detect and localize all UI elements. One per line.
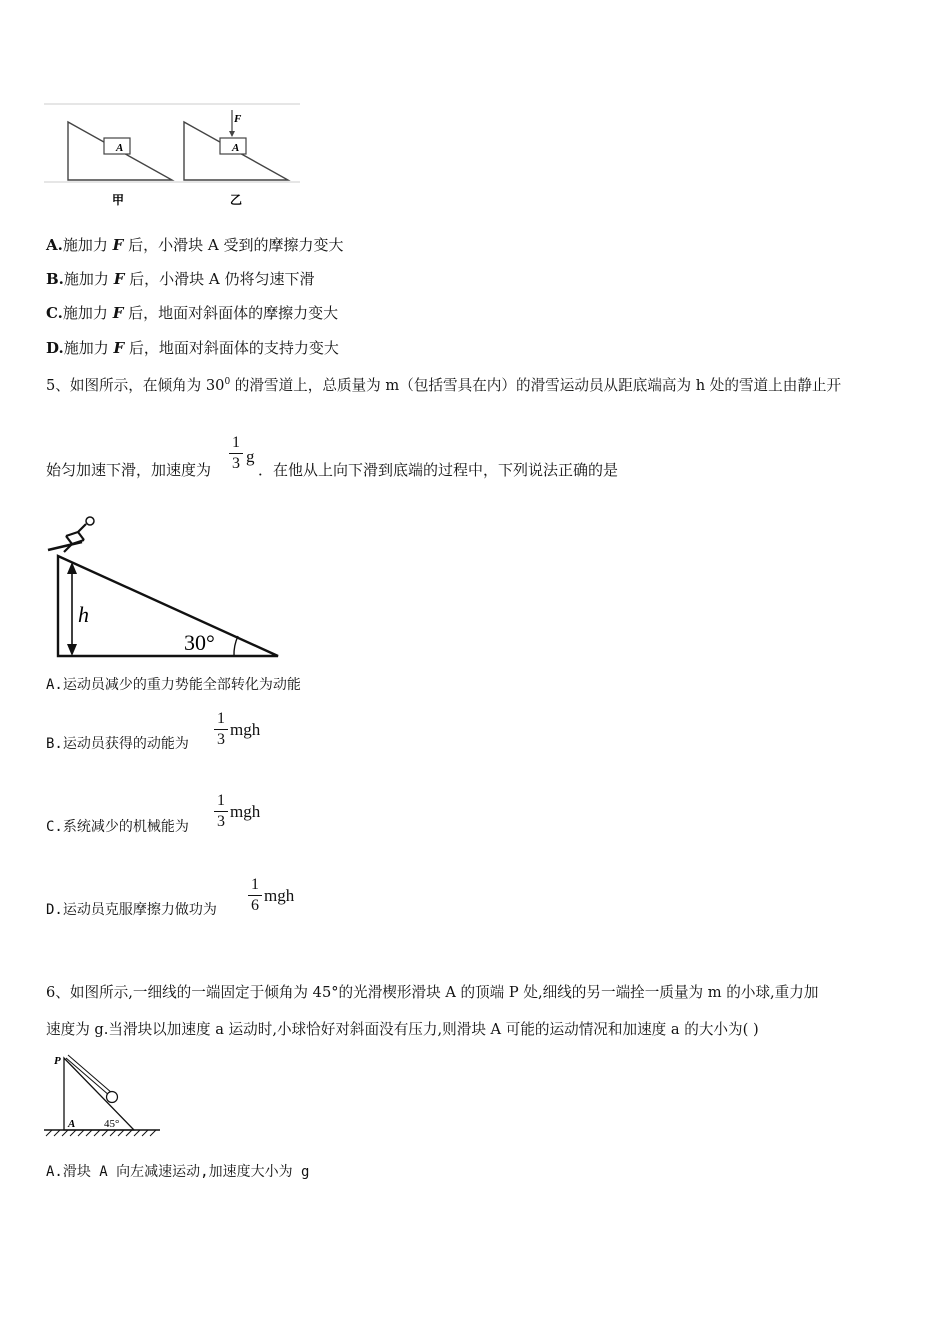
- q5-line1: 5、如图所示，在倾角为 $30^0$ 的滑雪道上，总质量为 m（包括雪具在内）的滑雪运动员从距底端高为 h 处的雪道上由静止开: [46, 376, 842, 394]
- angle-arc: [234, 636, 238, 656]
- q5-option-b-fraction: 1 3: [214, 710, 228, 749]
- q5-option-b: B.运动员获得的动能为: [46, 736, 189, 752]
- block-right-label: A: [232, 142, 240, 154]
- q5-option-d-fraction: 1 6: [248, 876, 262, 915]
- q5-option-d: D.运动员克服摩擦力做功为: [46, 902, 217, 918]
- q4-figure: [44, 100, 304, 210]
- a-label: A: [68, 1118, 76, 1130]
- q5-option-c: C.系统减少的机械能为: [46, 819, 189, 835]
- q6-figure: [44, 1050, 162, 1140]
- q4-option-d: D.施加力 F 后，地面对斜面体的支持力变大: [46, 339, 339, 357]
- skier-icon: [48, 517, 94, 552]
- label-yi: 乙: [230, 193, 243, 207]
- q6-option-a: A.滑块 A 向左减速运动,加速度大小为 g: [46, 1164, 310, 1180]
- q5-accel-unit: g: [246, 447, 255, 466]
- ball: [107, 1092, 118, 1103]
- height-label: h: [78, 602, 89, 627]
- q5-option-a: A.运动员减少的重力势能全部转化为动能: [46, 677, 301, 693]
- q6-line2: 速度为 g.当滑块以加速度 a 运动时,小球恰好对斜面没有压力,则滑块 A 可能的运动情况和加速度 a 的大小为( ): [46, 1021, 759, 1038]
- q5-option-c-fraction: 1 3: [214, 792, 228, 831]
- q5-option-b-unit: mgh: [230, 720, 261, 739]
- p-label: P: [54, 1055, 61, 1067]
- force-label: F: [234, 113, 242, 125]
- q5-line2-b: ．在他从上向下滑到底端的过程中，下列说法正确的是: [258, 461, 619, 479]
- q5-option-d-unit: mgh: [264, 886, 295, 905]
- slope-triangle: [58, 556, 278, 656]
- block-left-label: A: [116, 142, 124, 154]
- angle-label: 45°: [104, 1118, 120, 1130]
- q4-option-b: B.施加力 F 后，小滑块 A 仍将匀速下滑: [46, 270, 315, 288]
- angle-label: 30°: [184, 630, 215, 655]
- q6-line1: 6、如图所示,一细线的一端固定于倾角为 45°的光滑楔形滑块 A 的顶端 P 处,细线的另一端拴一质量为 m 的小球,重力加: [46, 984, 819, 1001]
- q5-figure: [44, 514, 284, 664]
- q5-option-c-unit: mgh: [230, 802, 261, 821]
- q4-option-c: C.施加力 F 后，地面对斜面体的摩擦力变大: [46, 304, 339, 322]
- q5-line2-a: 始匀加速下滑，加速度为: [46, 461, 212, 479]
- string: [66, 1058, 110, 1096]
- label-jia: 甲: [112, 193, 125, 207]
- q5-accel-fraction: 1 3: [229, 434, 243, 473]
- q4-option-a: A.施加力 F 后，小滑块 A 受到的摩擦力变大: [46, 236, 344, 254]
